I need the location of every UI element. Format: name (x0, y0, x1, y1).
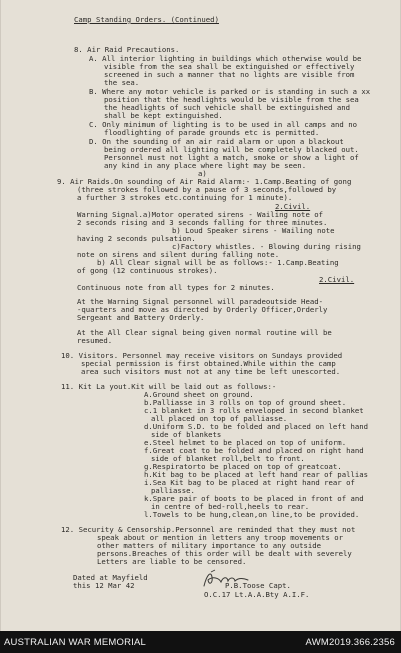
s12-line: 12. Security & Censorship.Personnel are reminded that they must not (61, 525, 356, 534)
s9-allclear-line: of gong (12 continuous strokes). (77, 266, 218, 275)
s8a-line: screened in such a manner that no lights are visible from (104, 70, 355, 79)
s12-line: other matters of military importance to any outside (97, 541, 322, 550)
archive-name: AUSTRALIAN WAR MEMORIAL (4, 637, 147, 648)
s9-civil-label: 2.Civil. (275, 202, 311, 211)
archive-footer-bar (0, 631, 401, 653)
s10-line: special permission is first obtained.While within the camp (81, 359, 336, 368)
s8d-line: any kind in any place where light may be seen. (104, 161, 307, 170)
dated-line: Dated at Mayfield (73, 573, 148, 582)
s9-warning-line: having 2 seconds pulsation. (77, 234, 196, 243)
s8a-line: A. All interior lighting in buildings which otherwise would be (89, 54, 362, 63)
s10-line: area such visitors must not at any time be left unescorted. (81, 367, 341, 376)
kit-item: in centre of bed-roll,heels to rear. (151, 502, 310, 511)
s9-paragraph-line: At the All Clear signal being given normal routine will be (77, 328, 332, 337)
s8a-line: the sea. (104, 78, 140, 87)
kit-item: i.Sea Kit bag to be placed at right hand rear of (144, 478, 355, 487)
s9-civil-label: 2.Civil. (319, 275, 355, 284)
s12-line: persons.Breaches of this order will be dealt with severely (97, 549, 352, 558)
s9-warning-line: 2 seconds rising and 3 seconds falling for three minutes. (77, 218, 328, 227)
kit-item: e.Steel helmet to be placed on top of uniform. (144, 438, 347, 447)
s9-warning-line: c)Factory whistles. - Blowing during rising (172, 242, 361, 251)
kit-item: side of blankets (151, 430, 222, 439)
s8d-line: Personnel must not light a match, smoke or show a light of (104, 153, 359, 162)
s9-paragraph-line: At the Warning Signal personnel will paradeoutside Head- (77, 297, 324, 306)
signatory-title: O.C.17 Lt.A.A.Bty A.I.F. (204, 590, 310, 599)
document-title: Camp Standing Orders. (Continued) (74, 15, 219, 24)
s8b-line: B. Where any motor vehicle is parked or is standing in such a xx (89, 87, 371, 96)
document-page (1, 0, 400, 631)
s9-line: (three strokes followed by a pause of 3 seconds,followed by (77, 185, 337, 194)
s8b-line: position that the headlights would be visible from the sea (104, 95, 359, 104)
s9-allclear-line: Continuous note from all types for 2 minutes. (77, 283, 275, 292)
kit-item: g.Respiratorto be placed on top of greatcoat. (144, 462, 342, 471)
s8d-line: D. On the sounding of an air raid alarm or upon a blackout (89, 137, 344, 146)
kit-item: l.Towels to be hung,clean,on line,to be provided. (144, 510, 360, 519)
dated-line: this 12 Mar 42 (73, 581, 135, 590)
s9-line: 9. Air Raids.On sounding of Air Raid Alarm:- 1.Camp.Beating of gong (57, 177, 352, 186)
s9-paragraph-line: -quarters and move as directed by Orderly Officer,Orderly (77, 305, 328, 314)
s8b-line: shall be kept extinguished. (104, 111, 223, 120)
signatory-name: P.B.Toose Capt. (225, 581, 291, 590)
s9-warning-line: b) Loud Speaker sirens - Wailing note (172, 226, 335, 235)
s12-line: Letters are liable to be censored. (97, 557, 247, 566)
s10-line: 10. Visitors. Personnel may receive visitors on Sundays provided (61, 351, 343, 360)
kit-item: side of blanket roll,belt to front. (151, 454, 305, 463)
s8c-line: floodlighting of parade grounds etc is permitted. (104, 128, 320, 137)
s9-paragraph-line: Sergeant and Battery Orderly. (77, 313, 205, 322)
s11-heading: 11. Kit La yout.Kit will be laid out as follows:- (61, 382, 277, 391)
kit-item: A.Ground sheet on ground. (144, 390, 254, 399)
kit-item: palliasse. (151, 486, 195, 495)
s9-line: a further 3 strokes etc.continuing for 1 minute). (77, 193, 293, 202)
kit-item: c.1 blanket in 3 rolls enveloped in second blanket (144, 406, 364, 415)
s8a-line: visible from the sea shall be extinguished or effectively (104, 62, 355, 71)
kit-item: k.Spare pair of boots to be placed in front of and (144, 494, 364, 503)
s9-allclear-line: b) All Clear signal will be as follows:- 1.Camp.Beating (97, 258, 339, 267)
kit-item: f.Great coat to be folded and placed on right hand (144, 446, 364, 455)
kit-item: h.Kit bag to be placed at left hand rear of pallias (144, 470, 369, 479)
kit-item: b.Palliasse in 3 rolls on top of ground sheet. (144, 398, 347, 407)
kit-item: d.Uniform S.D. to be folded and placed on left hand (144, 422, 369, 431)
s8-end-marker: a) (198, 169, 207, 178)
s9-warning-line: note on sirens and silent during falling note. (77, 250, 280, 259)
s8c-line: C. Only minimum of lighting is to be used in all camps and no (89, 120, 357, 129)
s9-paragraph-line: resumed. (77, 336, 113, 345)
s12-line: speak about or mention in letters any troop movements or (97, 533, 344, 542)
s9-warning-line: Warning Signal.a)Motor operated sirens - Wailing note of (77, 210, 324, 219)
s8d-line: being ordered all lighting will be completely blacked out. (104, 145, 359, 154)
archive-reference: AWM2019.366.2356 (305, 637, 395, 648)
s8b-line: the headlights of such vehicle shall be extinguished and (104, 103, 351, 112)
section-8-heading: 8. Air Raid Precautions. (74, 45, 180, 54)
kit-item: all placed on top of palliasse. (151, 414, 288, 423)
